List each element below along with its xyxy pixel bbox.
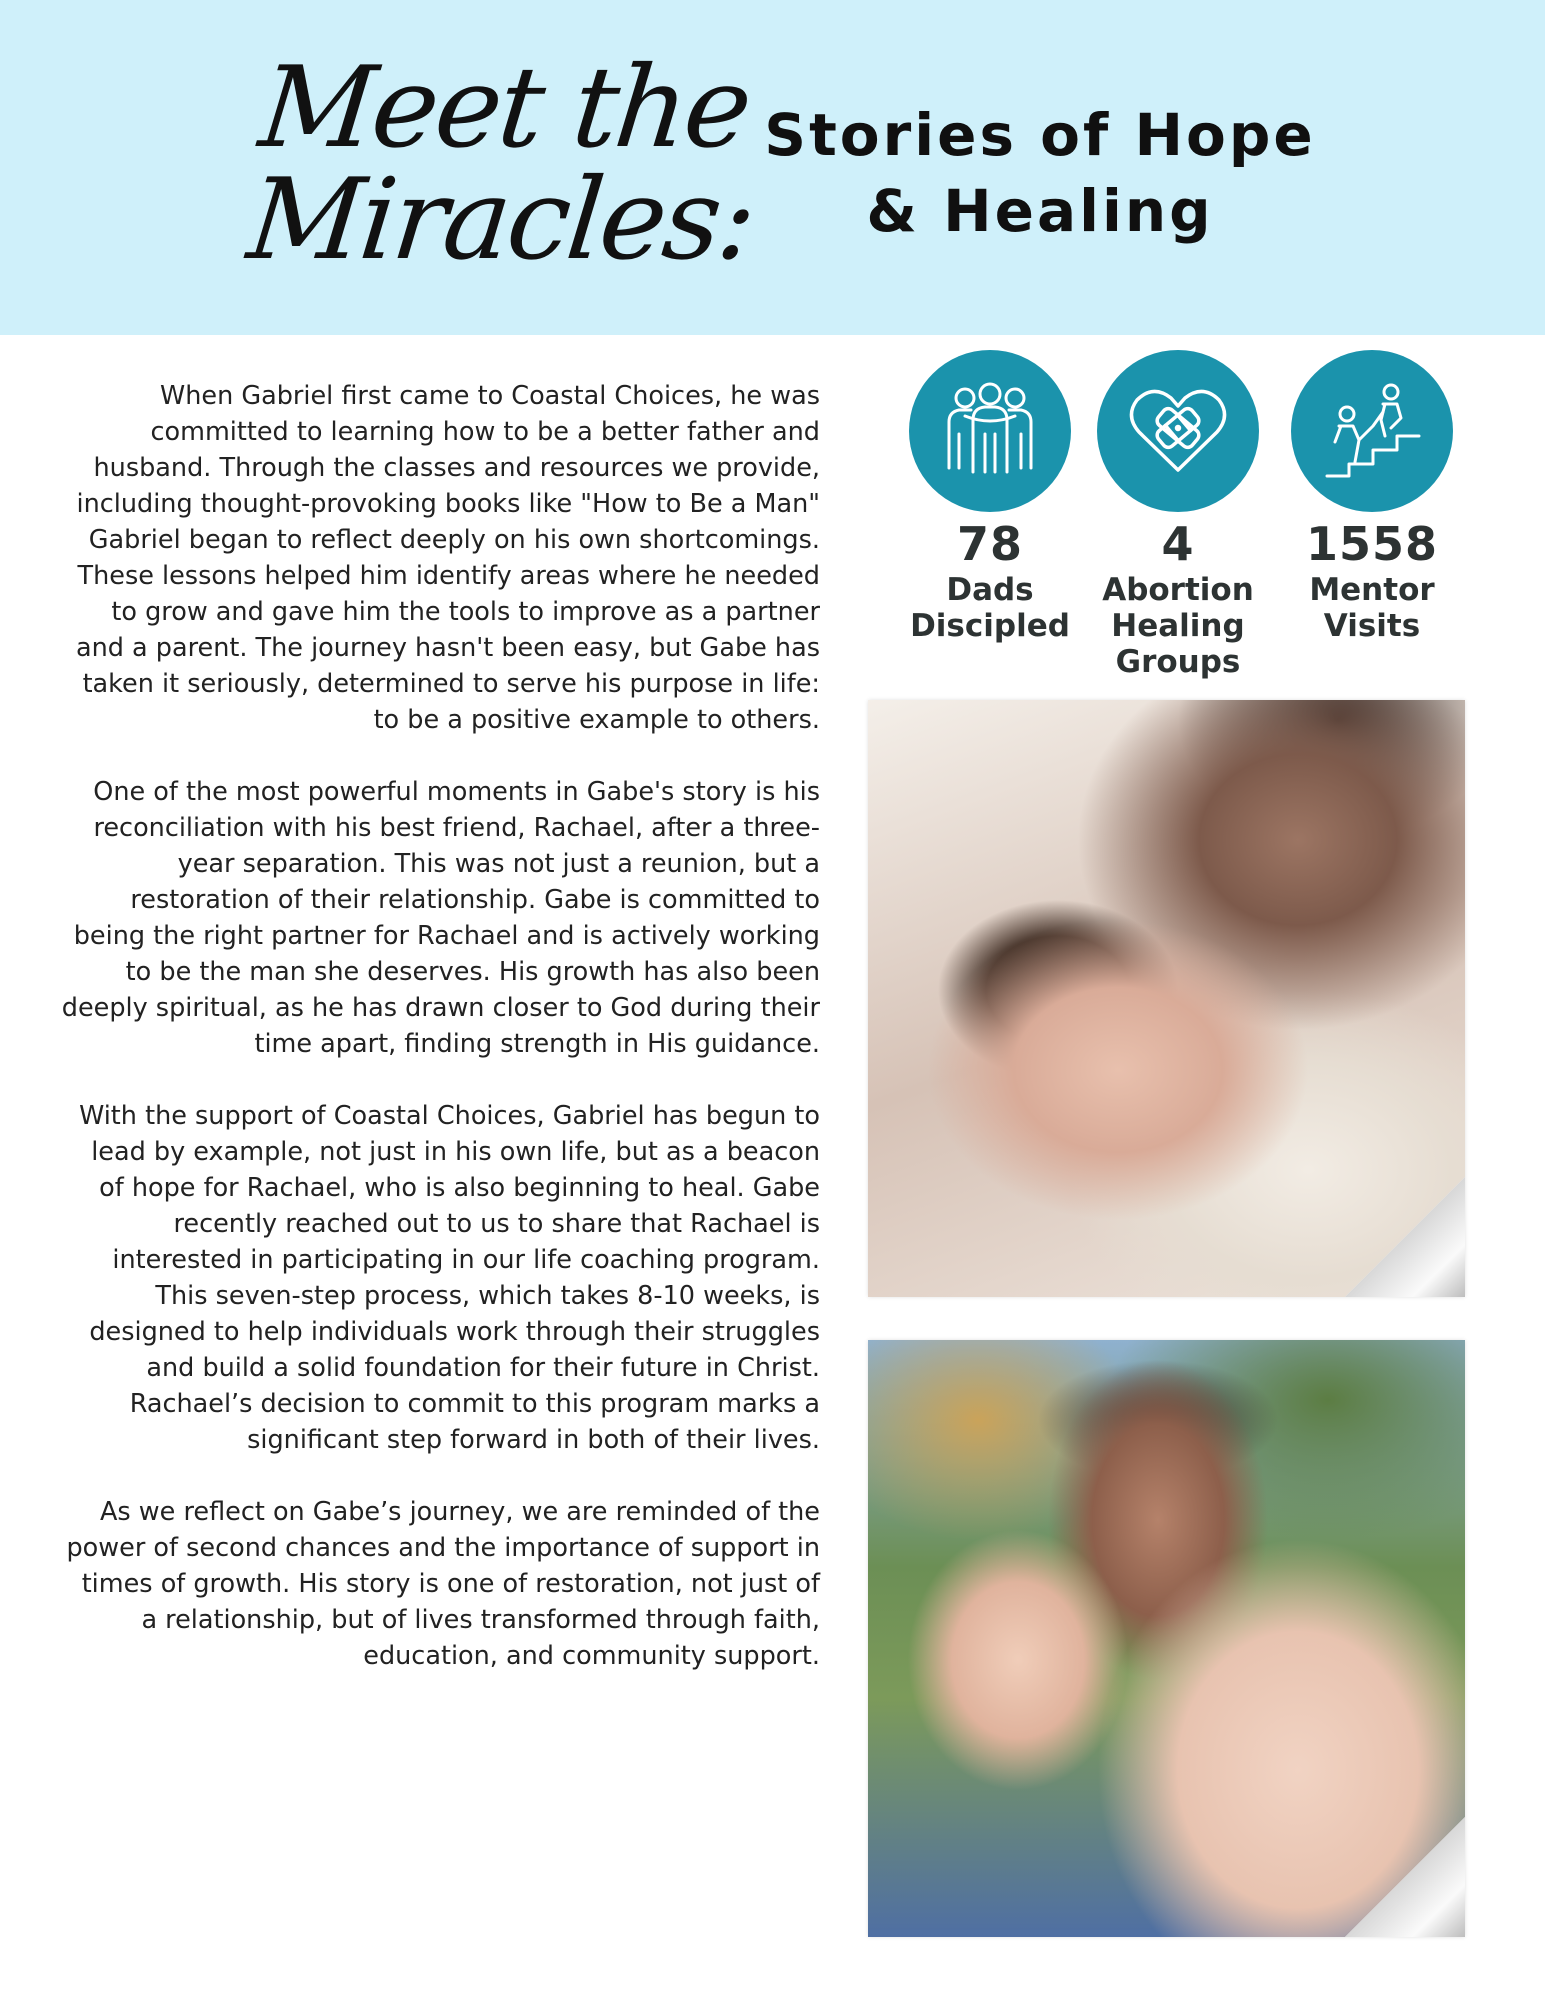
story-paragraph-3: With the support of Coastal Choices, Gabriel has begun to lead by example, not just in his own life, but as a beacon of hope for Rachael, who is also beginning to heal. Gabe recently reached out to us to share that Rachael is interested in participating in our life coaching program. This seven-step process, which takes 8-10 weeks, is designed to help individuals work through their struggles and build a solid foundation for their future in Christ. Rachael’s decision to commit to this program marks a significant step forward in both of their lives. <box>79 1101 820 1455</box>
stat-number: 78 <box>956 517 1023 571</box>
photo-father-kissing-newborn <box>868 700 1465 1297</box>
helping-up-steps-icon <box>1317 376 1427 486</box>
stat-label-line: Discipled <box>910 608 1070 644</box>
script-title <box>242 43 760 285</box>
stat-label <box>1078 572 1278 680</box>
headline-line-1: Stories of Hope <box>764 101 1316 169</box>
group-of-people-icon <box>935 376 1045 486</box>
stat-number: 4 <box>1161 517 1195 571</box>
story-paragraph-2: One of the most powerful moments in Gabe's story is his reconciliation with his best friend, Rachael, after a three-year separation. This was not just a reunion, but a restoration of their relationship. Gabe is committed to being the right partner for Rachael and is actively working to be the man she deserves. His growth has also been deeply spiritual, as he has drawn closer to God during their time apart, finding strength in His guidance. <box>61 777 820 1059</box>
stat-label <box>1272 572 1472 644</box>
page-curl-corner <box>1345 1817 1465 1937</box>
stat-dads-discipled <box>890 350 1090 644</box>
stat-label-line: Abortion <box>1102 572 1254 608</box>
stat-number: 1558 <box>1305 517 1439 571</box>
stat-icon-circle <box>1291 350 1453 512</box>
stat-label-line: Visits <box>1323 608 1421 644</box>
stat-icon-circle <box>909 350 1071 512</box>
story-text <box>60 378 820 1710</box>
stat-label-line: Groups <box>1115 644 1241 680</box>
photo-father-with-two-children <box>868 1340 1465 1937</box>
header-band <box>0 0 1545 335</box>
page-headline <box>720 97 1360 249</box>
bandaged-heart-icon <box>1123 376 1233 486</box>
stat-label-line: Mentor <box>1309 572 1435 608</box>
stat-mentor-visits <box>1272 350 1472 644</box>
stat-label-line: Dads <box>946 572 1034 608</box>
script-title-line-1: Meet the <box>254 43 755 173</box>
page-curl-corner <box>1345 1177 1465 1297</box>
stat-abortion-healing-groups <box>1078 350 1278 680</box>
headline-line-2: & Healing <box>866 177 1214 245</box>
stat-label-line: Healing <box>1111 608 1245 644</box>
script-title-line-2: Miracles: <box>242 155 760 285</box>
stat-label <box>890 572 1090 644</box>
stat-icon-circle <box>1097 350 1259 512</box>
story-paragraph-1: When Gabriel first came to Coastal Choices, he was committed to learning how to be a better father and husband. Through the classes and resources we provide, including thought-provoking books like "How to Be a Man" Gabriel began to reflect deeply on his own shortcomings. These lessons helped him identify areas where he needed to grow and gave him the tools to improve as a partner and a parent. The journey hasn't been easy, but Gabe has taken it seriously, determined to serve his purpose in life: to be a positive example to others. <box>75 381 820 735</box>
story-paragraph-4: As we reflect on Gabe’s journey, we are reminded of the power of second chances and the importance of support in times of growth. His story is one of restoration, not just of a relationship, but of lives transformed through faith, education, and community support. <box>66 1497 820 1671</box>
